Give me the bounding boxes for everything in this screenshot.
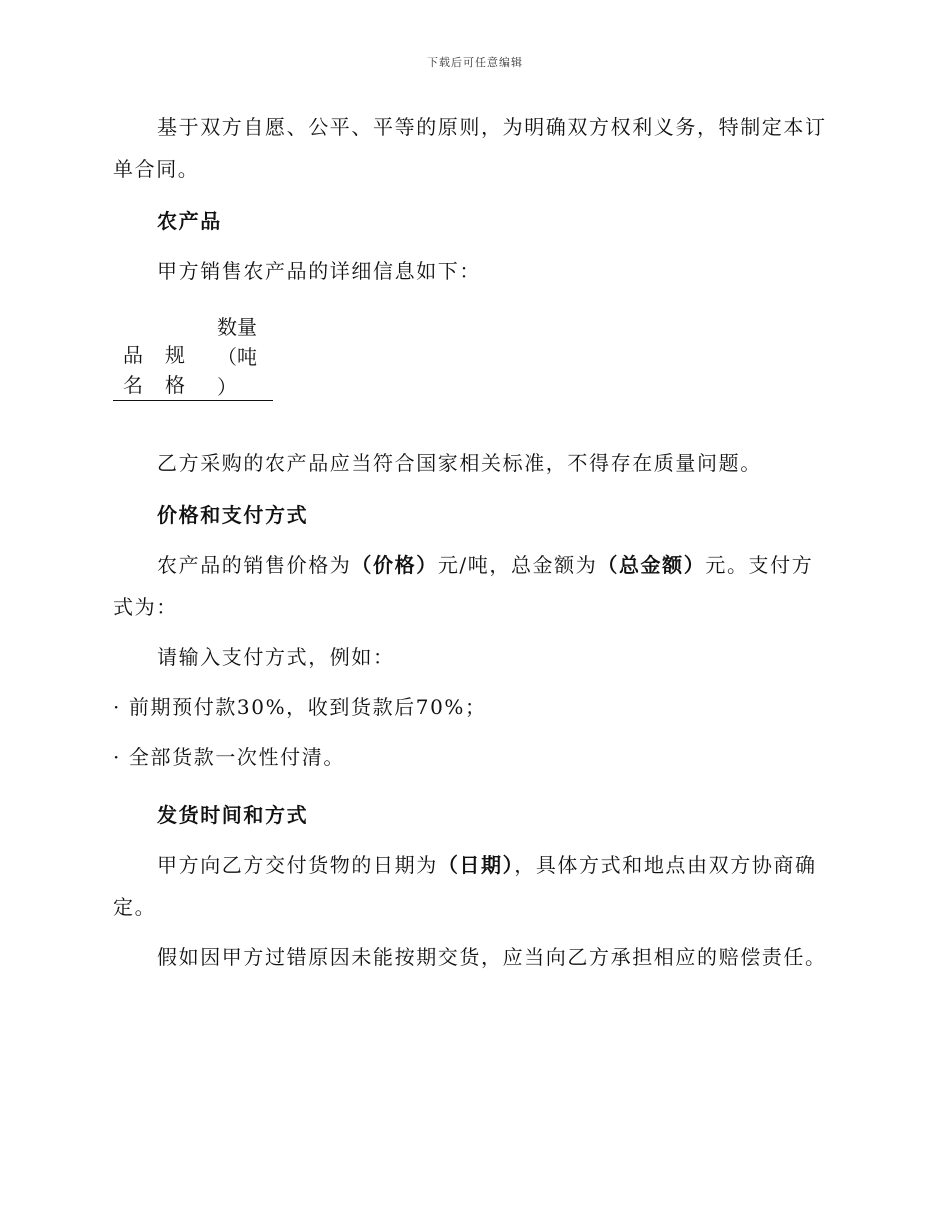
payment-option-2: · 全部货款一次性付清。 bbox=[113, 745, 345, 769]
intro-block bbox=[113, 106, 833, 190]
section-title-delivery: 发货时间和方式 bbox=[157, 803, 309, 827]
quality-paragraph: 乙方采购的农产品应当符合国家相关标准，不得存在质量问题。 bbox=[157, 451, 762, 475]
total-amount-field: （总金额） bbox=[597, 553, 706, 577]
price-paragraph: 农产品的销售价格为（价格）元/吨，总金额为（总金额）元。支付方式为： bbox=[113, 553, 814, 619]
section-price-payment bbox=[113, 494, 833, 778]
payment-prompt: 请输入支付方式，例如： bbox=[157, 645, 395, 669]
product-table bbox=[113, 312, 273, 401]
agri-products-lead: 甲方销售农产品的详细信息如下： bbox=[157, 259, 481, 283]
delivery-paragraph: 甲方向乙方交付货物的日期为（日期），具体方式和地点由双方协商确定。 bbox=[113, 853, 817, 919]
payment-option-1: · 前期预付款30%，收到货款后70%； bbox=[113, 695, 487, 719]
section-delivery bbox=[113, 794, 833, 978]
table-header-quantity: 数量 （吨 ） bbox=[217, 315, 257, 399]
date-field: （日期） bbox=[437, 853, 515, 877]
price-field: （价格） bbox=[351, 553, 438, 577]
liability-paragraph: 假如因甲方过错原因未能按期交货，应当向乙方承担相应的赔偿责任。 bbox=[157, 945, 827, 969]
section-title-price-payment: 价格和支付方式 bbox=[157, 503, 309, 527]
intro-paragraph: 基于双方自愿、公平、平等的原则，为明确双方权利义务，特制定本订单合同。 bbox=[113, 115, 827, 181]
page-header: 下载后可任意编辑 bbox=[427, 56, 523, 69]
table-header-name: 品 名 bbox=[123, 343, 143, 397]
table-header-spec: 规 格 bbox=[165, 343, 185, 397]
section-agri-products bbox=[113, 200, 833, 292]
quality-block bbox=[113, 442, 833, 484]
section-title-agri-products: 农产品 bbox=[157, 209, 222, 233]
